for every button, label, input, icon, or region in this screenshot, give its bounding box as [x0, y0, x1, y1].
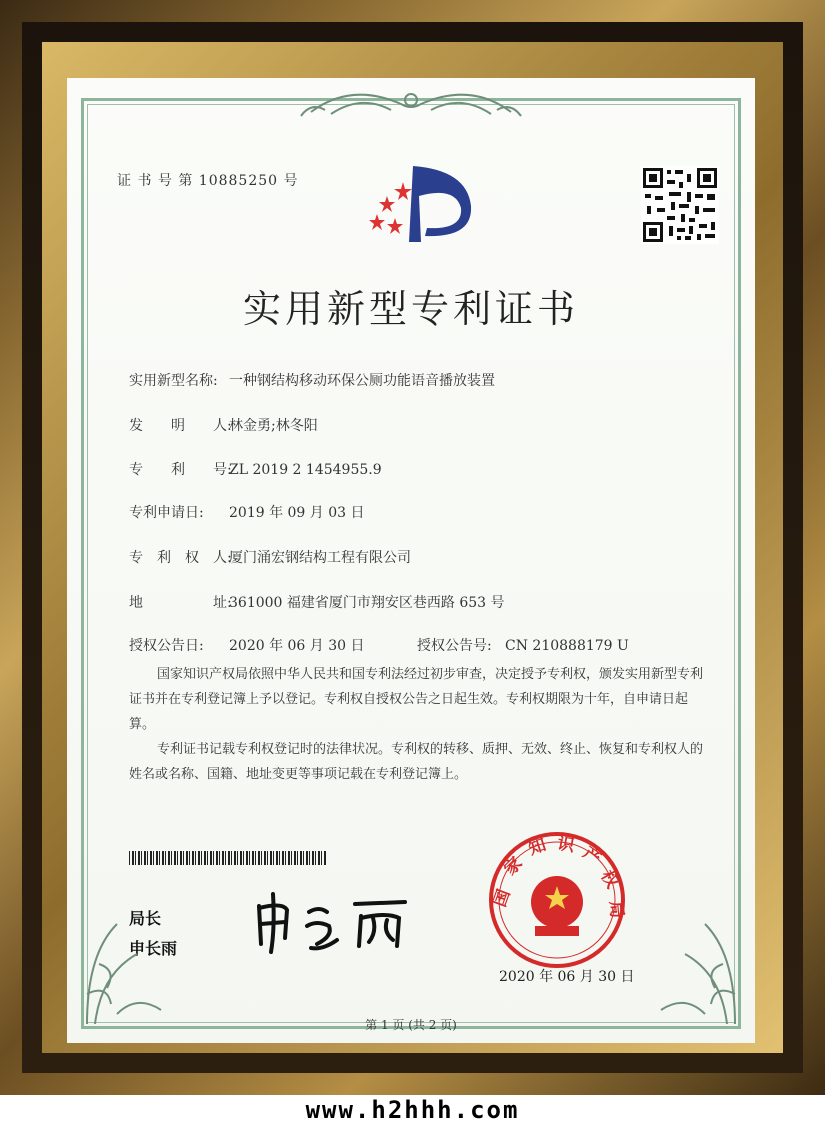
field-label: 实用新型名称: [129, 373, 218, 389]
field-value: 厦门涌宏钢结构工程有限公司 [229, 550, 411, 566]
field-label: 专利申请日: [129, 505, 204, 521]
field-label: 专 利 号: [129, 462, 232, 478]
svg-text:权: 权 [596, 867, 623, 892]
field-label: 发 明 人: [129, 418, 232, 434]
field-application-date [129, 502, 365, 522]
barcode [129, 851, 327, 865]
qr-code-icon [641, 166, 719, 244]
seal-date: 2020 年 06 月 30 日 [499, 969, 635, 985]
director-title: 局长 [129, 909, 162, 928]
svg-text:家: 家 [500, 853, 527, 880]
svg-text:产: 产 [579, 842, 605, 869]
field-address [129, 592, 505, 612]
page-number: 第 1 页 (共 2 页) [365, 1018, 457, 1032]
field-label: 授权公告日: [129, 638, 204, 654]
certificate-paper [67, 78, 755, 1043]
field-label: 授权公告号: [417, 638, 492, 654]
svg-text:局: 局 [605, 900, 627, 919]
field-grant-date [129, 635, 365, 655]
field-value: ZL 2019 2 1454955.9 [229, 462, 382, 478]
signature-icon [247, 888, 417, 958]
corner-ornament-left-icon [77, 914, 167, 1030]
field-label: 地 址: [129, 595, 232, 611]
top-ornament-icon [291, 82, 531, 126]
paragraph-legal-status: 专利证书记载专利权登记时的法律状况。专利权的转移、质押、无效、终止、恢复和专利权人的姓名或名称、国籍、地址变更等事项记载在专利登记簿上。 [129, 742, 704, 782]
svg-text:国: 国 [489, 886, 515, 910]
certificate-title: 实用新型专利证书 [242, 287, 579, 331]
svg-text:知: 知 [526, 835, 549, 860]
field-value: 361000 福建省厦门市翔安区巷西路 653 号 [229, 595, 505, 611]
field-grant-number [417, 635, 629, 655]
field-value: 林金勇;林冬阳 [229, 418, 318, 434]
certificate-number: 证 书 号 第 10885250 号 [117, 173, 299, 189]
field-value: 2019 年 09 月 03 日 [229, 505, 365, 521]
svg-text:识: 识 [555, 833, 576, 857]
field-patentee [129, 547, 411, 567]
director-name: 申长雨 [129, 939, 178, 958]
field-value: 一种钢结构移动环保公厕功能语音播放装置 [229, 373, 495, 389]
field-patent-number [129, 459, 382, 479]
field-inventor [129, 415, 318, 435]
cnipa-logo-icon [355, 156, 475, 246]
corner-ornament-right-icon [655, 914, 745, 1030]
paragraph-grant-statement: 国家知识产权局依照中华人民共和国专利法经过初步审查，决定授予专利权，颁发实用新型专利证书并在专利登记簿上予以登记。专利权自授权公告之日起生效。专利权期限为十年，自申请日起算。 [129, 667, 704, 732]
field-utility-name [129, 370, 495, 390]
official-seal-icon [483, 830, 631, 970]
watermark-url: www.h2hhh.com [305, 1096, 520, 1124]
field-label: 专 利 权 人: [129, 550, 232, 566]
field-value: CN 210888179 U [505, 638, 629, 654]
field-value: 2020 年 06 月 30 日 [229, 638, 365, 654]
